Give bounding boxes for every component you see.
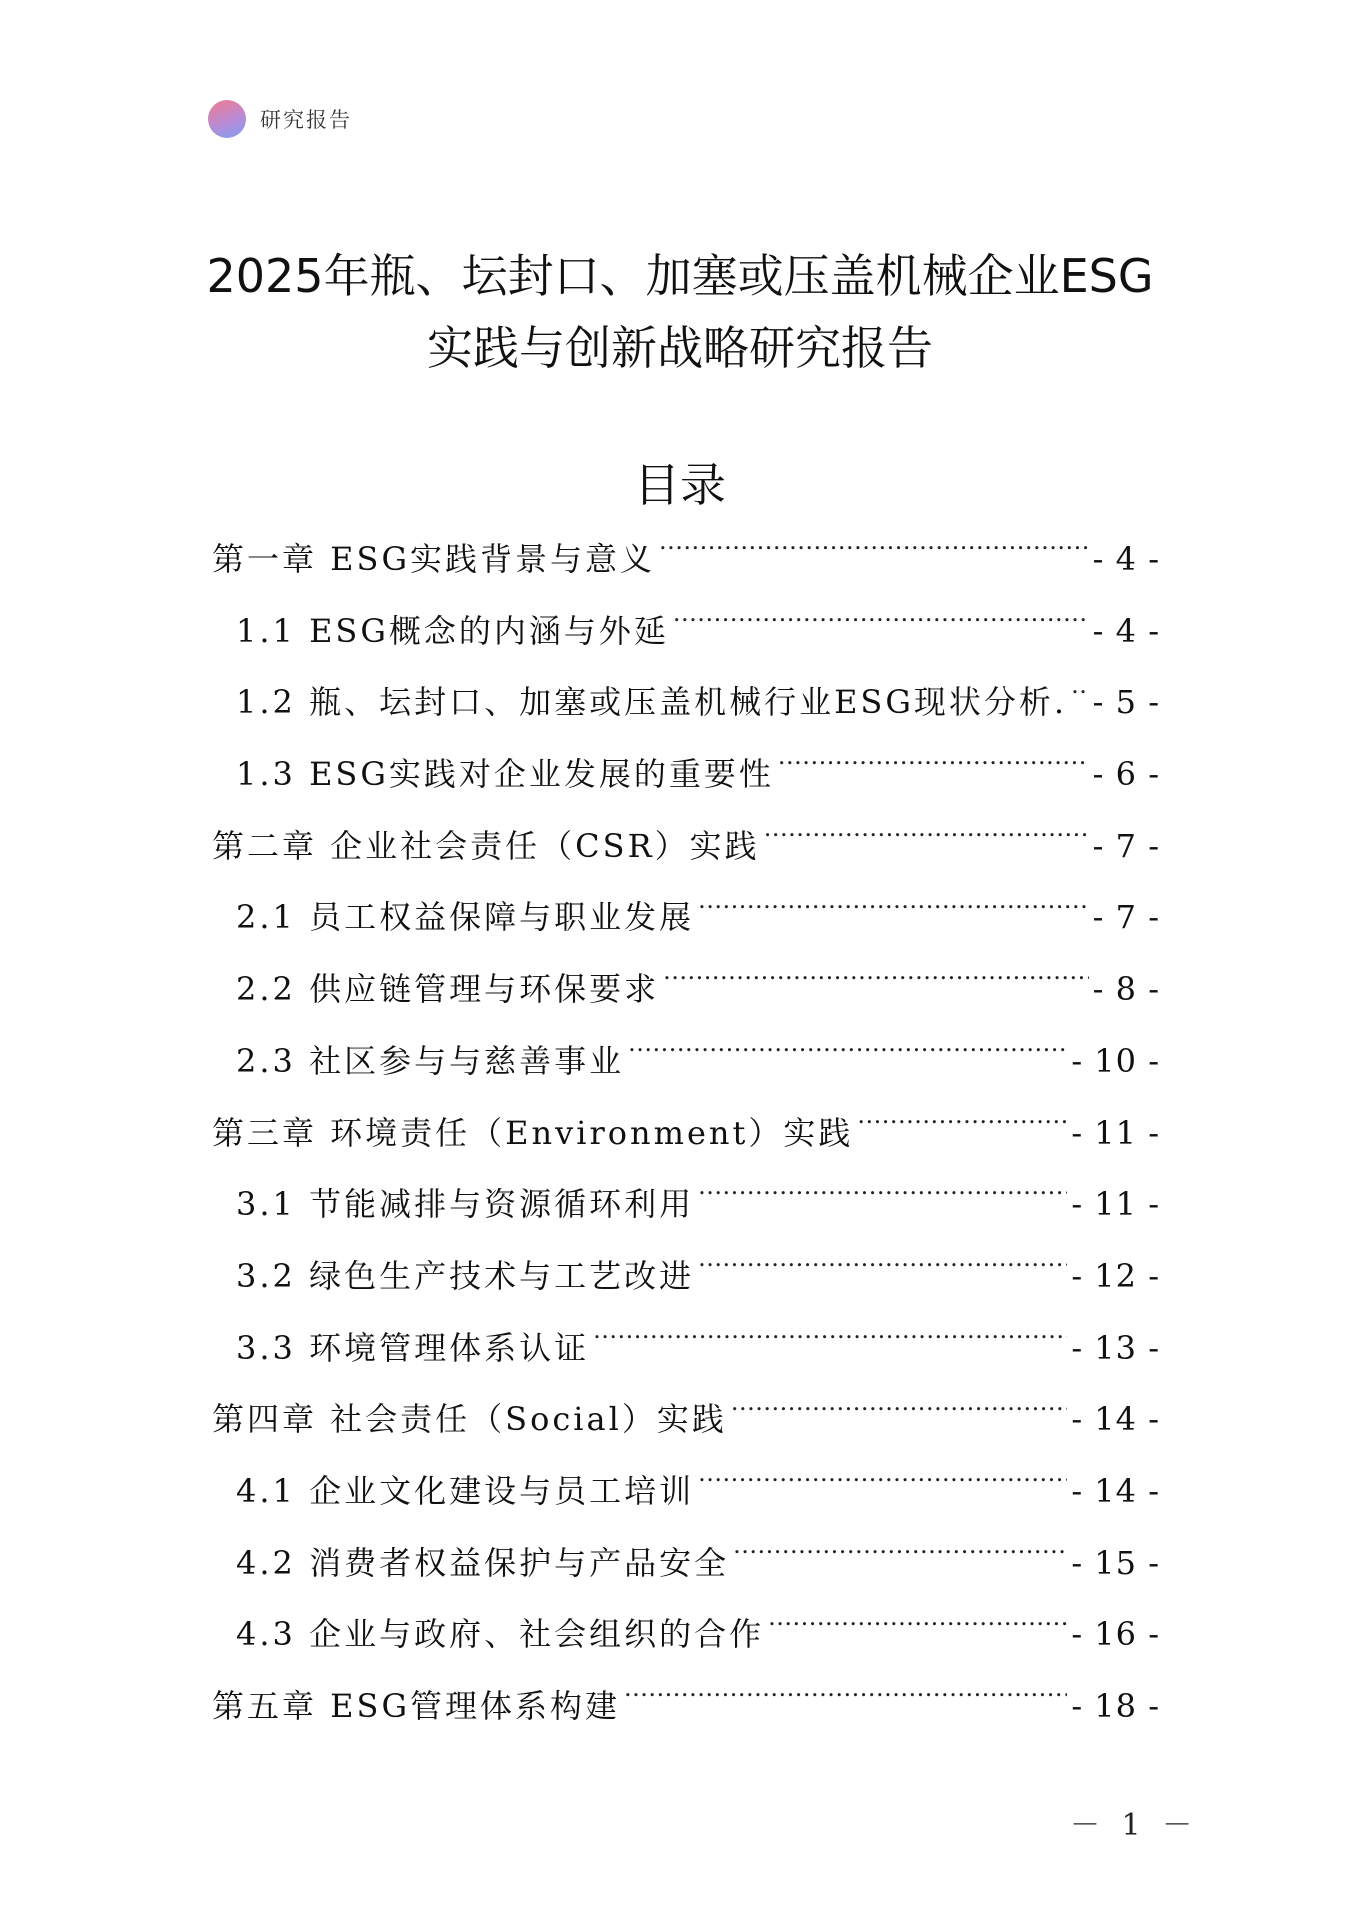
toc-dot-leader (673, 610, 1089, 642)
toc-section-entry[interactable] (212, 954, 1160, 1026)
title-line-1: 2025年瓶、坛封口、加塞或压盖机械企业ESG (206, 249, 1154, 303)
toc-dot-leader (698, 1183, 1067, 1215)
toc-dot-leader (698, 896, 1089, 928)
toc-entry-page: - 16 - (1071, 1615, 1160, 1654)
toc-section-entry[interactable] (212, 1456, 1160, 1528)
toc-section-entry[interactable] (212, 1241, 1160, 1313)
toc-dot-leader (659, 538, 1089, 570)
toc-chapter-entry[interactable] (212, 1098, 1160, 1170)
toc-dot-leader (1071, 681, 1089, 713)
toc-section-entry[interactable] (212, 1026, 1160, 1098)
report-header (208, 99, 352, 139)
toc-section-entry[interactable] (212, 739, 1160, 811)
header-label: 研究报告 (260, 108, 352, 132)
toc-entry-page: - 6 - (1092, 755, 1160, 794)
toc-entry-label: 第一章 ESG实践背景与意义 (212, 540, 656, 578)
toc-entry-page: - 15 - (1071, 1543, 1160, 1582)
toc-entry-page: - 11 - (1071, 1185, 1160, 1224)
toc-section-entry[interactable] (212, 882, 1160, 954)
toc-entry-page: - 11 - (1071, 1113, 1160, 1152)
toc-section-entry[interactable] (212, 1169, 1160, 1241)
toc-entry-label: 3.3 环境管理体系认证 (236, 1328, 590, 1367)
toc-entry-label: 4.2 消费者权益保护与产品安全 (236, 1543, 730, 1582)
toc-dot-leader (731, 1398, 1067, 1430)
toc-heading: 目录 (634, 458, 726, 512)
toc-entry-page: - 12 - (1071, 1256, 1160, 1295)
toc-entry-label: 第四章 社会责任（Social）实践 (212, 1400, 727, 1439)
toc-entry-label: 2.3 社区参与与慈善事业 (236, 1041, 625, 1080)
toc-entry-label: 1.3 ESG实践对企业发展的重要性 (236, 755, 774, 794)
toc-entry-page: - 7 - (1092, 898, 1160, 937)
toc-entry-page: - 10 - (1071, 1041, 1160, 1080)
toc-entry-label: 1.1 ESG概念的内涵与外延 (236, 611, 669, 650)
toc-entry-page: - 18 - (1071, 1687, 1160, 1725)
toc-entry-label: 2.2 供应链管理与环保要求 (236, 970, 660, 1009)
toc-dot-leader (624, 1685, 1067, 1717)
toc-dot-leader (778, 753, 1089, 785)
toc-section-entry[interactable] (212, 1599, 1160, 1671)
toc-entry-label: 第二章 企业社会责任（CSR）实践 (212, 826, 760, 865)
toc-section-entry[interactable] (212, 667, 1160, 739)
toc-dot-leader (628, 1040, 1067, 1072)
toc-dot-leader (593, 1327, 1067, 1359)
toc-entry-page: - 14 - (1071, 1471, 1160, 1510)
toc-entry-label: 3.2 绿色生产技术与工艺改进 (236, 1256, 695, 1295)
toc-section-entry[interactable] (212, 1528, 1160, 1600)
toc-entry-label: 3.1 节能减排与资源循环利用 (236, 1185, 695, 1224)
toc-dot-leader (733, 1542, 1067, 1574)
logo-circle-icon (208, 100, 246, 138)
toc-entry-label: 2.1 员工权益保障与职业发展 (236, 898, 695, 937)
document-title (150, 240, 1210, 384)
toc-section-entry[interactable] (212, 596, 1160, 668)
toc-entry-label: 1.2 瓶、坛封口、加塞或压盖机械行业ESG现状分析. (236, 683, 1068, 722)
toc-entry-page: - 4 - (1092, 540, 1160, 578)
toc-entry-page: - 4 - (1092, 611, 1160, 650)
toc-chapter-entry[interactable] (212, 1671, 1160, 1743)
toc-entry-page: - 5 - (1092, 683, 1160, 722)
toc-dot-leader (764, 825, 1089, 857)
toc-entry-page: - 7 - (1092, 826, 1160, 865)
toc-dot-leader (857, 1112, 1067, 1144)
toc-dot-leader (698, 1255, 1067, 1287)
toc-entry-label: 第三章 环境责任（Environment）实践 (212, 1113, 854, 1152)
toc-dot-leader (663, 968, 1089, 1000)
toc-section-entry[interactable] (212, 1313, 1160, 1385)
toc-chapter-entry[interactable] (212, 1384, 1160, 1456)
title-line-2: 实践与创新战略研究报告 (427, 321, 933, 375)
toc-entry-page: - 8 - (1092, 970, 1160, 1009)
table-of-contents (212, 524, 1160, 1743)
page-number: － 1 － (1070, 1808, 1199, 1843)
toc-entry-page: - 14 - (1071, 1400, 1160, 1439)
toc-entry-page: - 13 - (1071, 1328, 1160, 1367)
toc-dot-leader (768, 1613, 1067, 1645)
toc-chapter-entry[interactable] (212, 524, 1160, 596)
toc-chapter-entry[interactable] (212, 811, 1160, 883)
toc-dot-leader (698, 1470, 1067, 1502)
toc-entry-label: 第五章 ESG管理体系构建 (212, 1687, 621, 1725)
toc-entry-label: 4.1 企业文化建设与员工培训 (236, 1471, 695, 1510)
toc-entry-label: 4.3 企业与政府、社会组织的合作 (236, 1615, 765, 1654)
